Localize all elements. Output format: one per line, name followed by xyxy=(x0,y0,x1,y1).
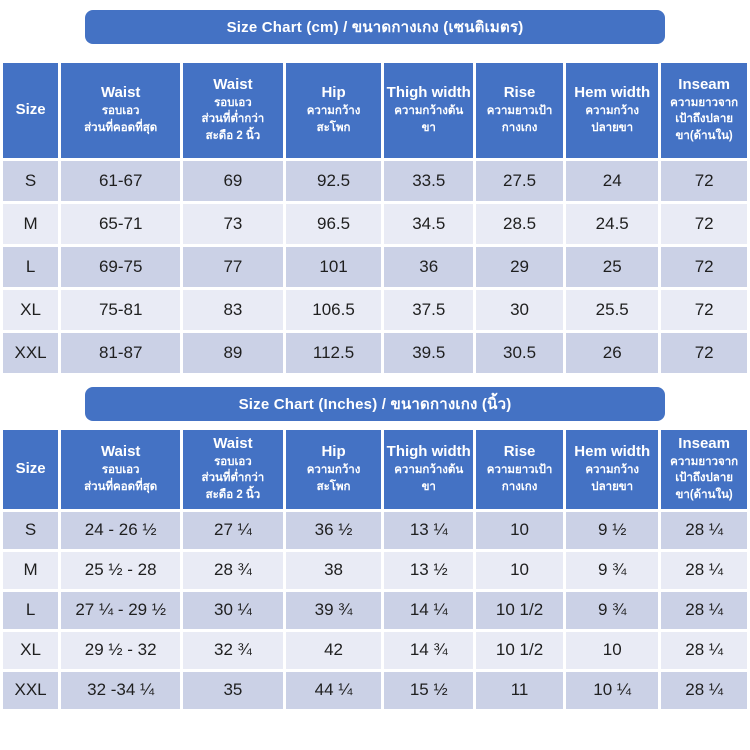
value-cell: 42 xyxy=(286,632,382,669)
column-header-hem-width xyxy=(566,63,658,158)
value-cell: 72 xyxy=(661,161,747,201)
value-cell: 32 ¾ xyxy=(183,632,282,669)
column-header-rise xyxy=(476,63,563,158)
value-cell: 75-81 xyxy=(61,290,180,330)
column-label-th: ความกว้าง xyxy=(585,105,640,118)
value-cell: 37.5 xyxy=(384,290,473,330)
value-cell: 27 ¼ xyxy=(183,512,282,549)
column-label-th: ความยาวเป้า xyxy=(486,105,553,118)
value-cell: 29 ½ - 32 xyxy=(61,632,180,669)
table-row-l xyxy=(3,592,747,629)
value-cell: 14 ¾ xyxy=(384,632,473,669)
value-cell: 28 ¼ xyxy=(661,632,747,669)
size-chart-cm-title: Size Chart (cm) / ขนาดกางเกง (เซนติเมตร) xyxy=(85,10,665,44)
column-label-en: Size xyxy=(15,101,46,118)
header-row xyxy=(3,430,747,509)
size-chart-inches-title: Size Chart (Inches) / ขนาดกางเกง (นิ้ว) xyxy=(85,387,665,421)
size-cell: M xyxy=(3,552,58,589)
column-label-th: กางเกง xyxy=(501,480,538,493)
column-label-th: ขา(ด้านใน) xyxy=(675,488,733,501)
value-cell: 9 ¾ xyxy=(566,552,658,589)
value-cell: 10 1/2 xyxy=(476,592,563,629)
column-label-en: Hip xyxy=(321,443,346,461)
size-chart-inches-body xyxy=(3,512,747,709)
header-row xyxy=(3,63,747,158)
size-cell: XXL xyxy=(3,333,58,373)
column-label-th: เป้าถึงปลาย xyxy=(675,113,734,126)
column-header-waist xyxy=(183,63,282,158)
value-cell: 9 ¾ xyxy=(566,592,658,629)
size-chart-inches-table xyxy=(0,427,750,712)
value-cell: 24 - 26 ½ xyxy=(61,512,180,549)
column-header-waist xyxy=(61,63,180,158)
column-label-th: สะโพก xyxy=(316,121,351,134)
size-chart-cm-header xyxy=(3,63,747,158)
column-label-en: Waist xyxy=(100,84,141,102)
column-label-th: เป้าถึงปลาย xyxy=(675,472,734,485)
value-cell: 39.5 xyxy=(384,333,473,373)
size-cell: L xyxy=(3,247,58,287)
size-chart-cm-body xyxy=(3,161,747,373)
table-row-xl xyxy=(3,632,747,669)
column-label-th: รอบเอว xyxy=(101,463,140,476)
column-label-th: ความยาวเป้า xyxy=(486,463,553,476)
column-header-waist xyxy=(61,430,180,509)
column-label-th: ขา xyxy=(421,121,436,134)
table-row-s xyxy=(3,161,747,201)
value-cell: 44 ¼ xyxy=(286,672,382,709)
table-row-m xyxy=(3,204,747,244)
value-cell: 72 xyxy=(661,247,747,287)
column-label-en: Size xyxy=(15,459,46,477)
column-label-th: ส่วนที่ต่ำกว่า xyxy=(201,472,265,485)
value-cell: 28.5 xyxy=(476,204,563,244)
value-cell: 11 xyxy=(476,672,563,709)
value-cell: 27.5 xyxy=(476,161,563,201)
column-label-th: ปลายขา xyxy=(591,480,634,493)
value-cell: 14 ¼ xyxy=(384,592,473,629)
value-cell: 72 xyxy=(661,204,747,244)
size-chart-cm-table xyxy=(0,60,750,376)
column-header-hem-width xyxy=(566,430,658,509)
size-cell: M xyxy=(3,204,58,244)
column-label-en: Hem width xyxy=(574,443,651,461)
value-cell: 10 ¼ xyxy=(566,672,658,709)
value-cell: 69-75 xyxy=(61,247,180,287)
value-cell: 25 ½ - 28 xyxy=(61,552,180,589)
column-label-en: Inseam xyxy=(678,434,730,452)
column-label-th: สะดือ 2 นิ้ว xyxy=(205,488,261,501)
size-chart-inches-header xyxy=(3,430,747,509)
column-label-en: Waist xyxy=(213,434,253,452)
value-cell: 77 xyxy=(183,247,282,287)
value-cell: 73 xyxy=(183,204,282,244)
size-cell: S xyxy=(3,161,58,201)
column-header-inseam xyxy=(661,63,747,158)
value-cell: 92.5 xyxy=(286,161,382,201)
table-row-xl xyxy=(3,290,747,330)
column-label-en: Waist xyxy=(100,443,141,461)
table-row-m xyxy=(3,552,747,589)
table-row-xxl xyxy=(3,333,747,373)
value-cell: 34.5 xyxy=(384,204,473,244)
value-cell: 96.5 xyxy=(286,204,382,244)
value-cell: 27 ¼ - 29 ½ xyxy=(61,592,180,629)
value-cell: 38 xyxy=(286,552,382,589)
value-cell: 28 ¼ xyxy=(661,552,747,589)
column-header-rise xyxy=(476,430,563,509)
value-cell: 89 xyxy=(183,333,282,373)
column-label-th: กางเกง xyxy=(501,121,538,134)
value-cell: 10 xyxy=(476,552,563,589)
column-label-th: ความกว้างต้น xyxy=(394,105,464,118)
column-label-en: Thigh width xyxy=(386,84,471,102)
value-cell: 81-87 xyxy=(61,333,180,373)
value-cell: 35 xyxy=(183,672,282,709)
column-label-en: Inseam xyxy=(678,76,730,93)
value-cell: 13 ½ xyxy=(384,552,473,589)
value-cell: 83 xyxy=(183,290,282,330)
value-cell: 29 xyxy=(476,247,563,287)
column-header-hip xyxy=(286,430,382,509)
column-label-th: รอบเอว xyxy=(214,455,252,468)
size-cell: XL xyxy=(3,632,58,669)
column-label-th: ขา xyxy=(421,480,436,493)
value-cell: 33.5 xyxy=(384,161,473,201)
value-cell: 15 ½ xyxy=(384,672,473,709)
value-cell: 106.5 xyxy=(286,290,382,330)
value-cell: 24 xyxy=(566,161,658,201)
column-header-size xyxy=(3,430,58,509)
value-cell: 10 1/2 xyxy=(476,632,563,669)
value-cell: 32 -34 ¼ xyxy=(61,672,180,709)
column-label-th: ความกว้างต้น xyxy=(394,463,464,476)
column-header-hip xyxy=(286,63,382,158)
column-label-th: สะดือ 2 นิ้ว xyxy=(205,130,261,143)
value-cell: 26 xyxy=(566,333,658,373)
value-cell: 25.5 xyxy=(566,290,658,330)
table-row-l xyxy=(3,247,747,287)
column-label-th: ขา(ด้านใน) xyxy=(675,130,733,143)
column-header-thigh-width xyxy=(384,63,473,158)
size-cell: XXL xyxy=(3,672,58,709)
column-label-th: ส่วนที่คอดที่สุด xyxy=(84,480,158,493)
value-cell: 10 xyxy=(476,512,563,549)
value-cell: 112.5 xyxy=(286,333,382,373)
column-label-th: ความกว้าง xyxy=(585,463,640,476)
value-cell: 28 ¼ xyxy=(661,672,747,709)
value-cell: 36 ½ xyxy=(286,512,382,549)
column-label-th: รอบเอว xyxy=(101,105,140,118)
value-cell: 65-71 xyxy=(61,204,180,244)
column-label-th: รอบเอว xyxy=(214,96,252,109)
value-cell: 36 xyxy=(384,247,473,287)
value-cell: 30.5 xyxy=(476,333,563,373)
value-cell: 28 ¼ xyxy=(661,512,747,549)
column-label-th: ส่วนที่คอดที่สุด xyxy=(84,121,158,134)
column-label-en: Thigh width xyxy=(386,443,471,461)
column-header-waist xyxy=(183,430,282,509)
column-label-th: ความยาวจาก xyxy=(670,455,739,468)
size-cell: S xyxy=(3,512,58,549)
size-cell: L xyxy=(3,592,58,629)
column-label-en: Hip xyxy=(321,84,346,102)
column-label-th: ความกว้าง xyxy=(306,105,361,118)
value-cell: 72 xyxy=(661,333,747,373)
value-cell: 24.5 xyxy=(566,204,658,244)
size-cell: XL xyxy=(3,290,58,330)
value-cell: 30 xyxy=(476,290,563,330)
value-cell: 39 ¾ xyxy=(286,592,382,629)
column-header-thigh-width xyxy=(384,430,473,509)
column-label-th: ความกว้าง xyxy=(306,463,361,476)
value-cell: 30 ¼ xyxy=(183,592,282,629)
value-cell: 9 ½ xyxy=(566,512,658,549)
column-label-en: Rise xyxy=(503,443,536,461)
column-header-inseam xyxy=(661,430,747,509)
column-label-en: Waist xyxy=(213,76,253,93)
value-cell: 28 ¼ xyxy=(661,592,747,629)
column-label-th: ปลายขา xyxy=(591,121,634,134)
value-cell: 25 xyxy=(566,247,658,287)
value-cell: 72 xyxy=(661,290,747,330)
column-label-en: Rise xyxy=(503,84,536,102)
column-label-en: Hem width xyxy=(574,84,651,102)
column-label-th: ความยาวจาก xyxy=(670,96,739,109)
column-label-th: สะโพก xyxy=(316,480,351,493)
column-header-size xyxy=(3,63,58,158)
table-row-xxl xyxy=(3,672,747,709)
value-cell: 61-67 xyxy=(61,161,180,201)
value-cell: 69 xyxy=(183,161,282,201)
table-row-s xyxy=(3,512,747,549)
value-cell: 10 xyxy=(566,632,658,669)
value-cell: 13 ¼ xyxy=(384,512,473,549)
value-cell: 101 xyxy=(286,247,382,287)
value-cell: 28 ¾ xyxy=(183,552,282,589)
column-label-th: ส่วนที่ต่ำกว่า xyxy=(201,113,265,126)
